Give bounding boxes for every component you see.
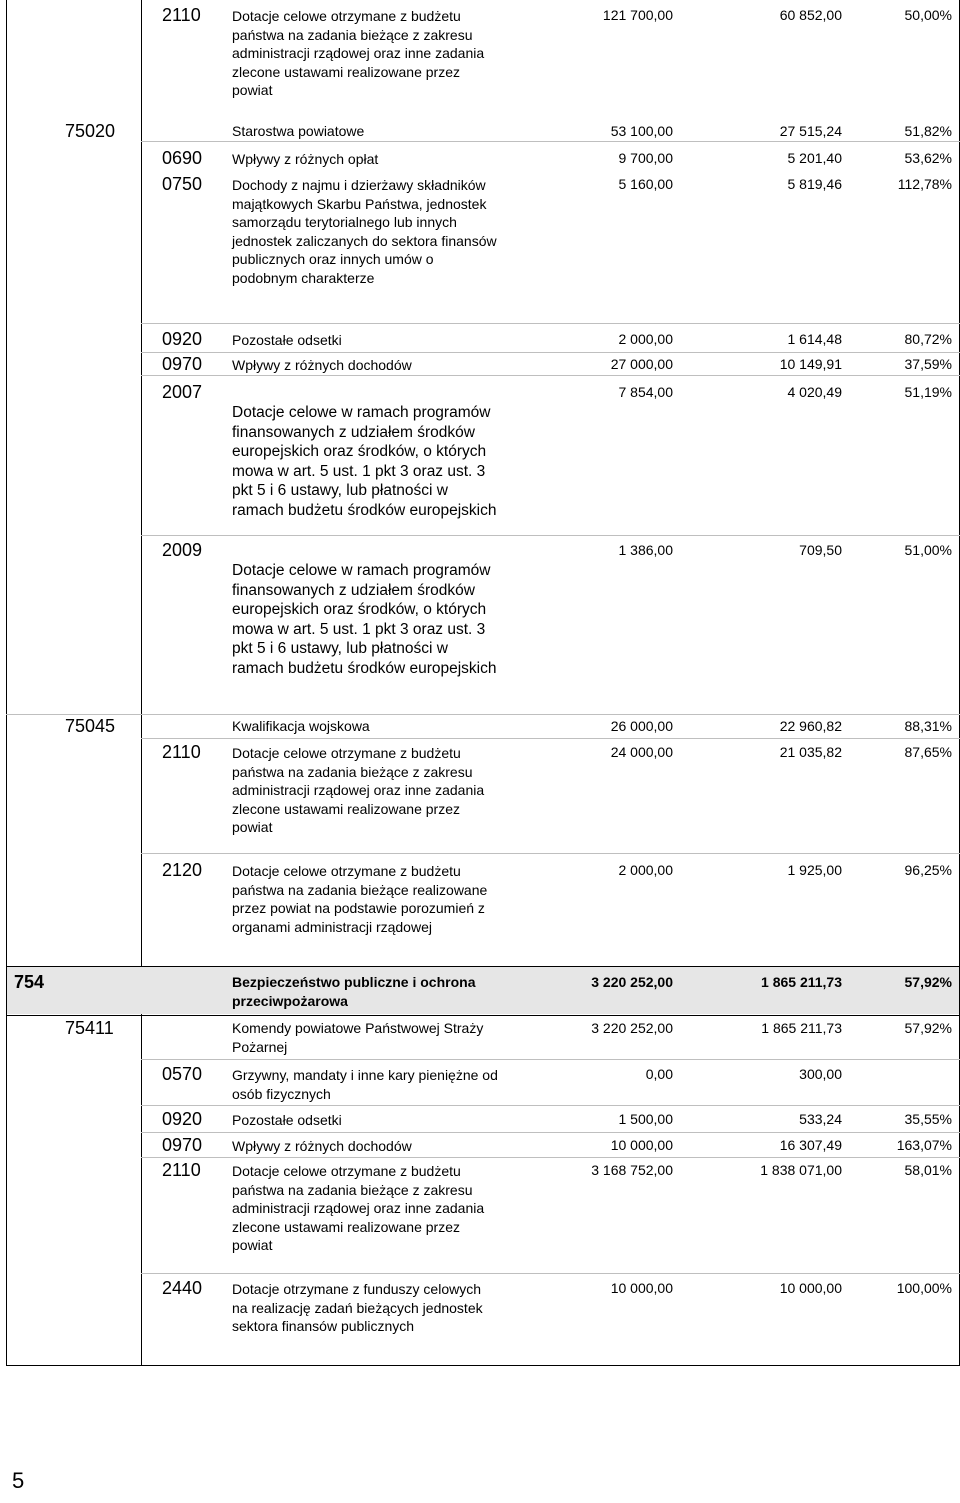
execution-value: 1 838 071,00 [760, 1162, 842, 1178]
execution-value: 300,00 [799, 1066, 842, 1082]
row-description: Dotacje celowe w ramach programów finansowanych z udziałem środków europejskich oraz środków, o których mowa w art. 5 ust. 1 pkt 3 oraz ust. 3 pkt 5 i 6 ustawy, lub płatności w ramach budżetu środków europejskich [232, 404, 497, 519]
plan-value: 121 700,00 [602, 7, 673, 23]
paragraph-code: 0920 [162, 1109, 203, 1129]
execution-value: 1 865 211,73 [761, 1020, 842, 1036]
section-divider [6, 1015, 960, 1016]
plan-value: 24 000,00 [610, 744, 673, 760]
row-description: Dotacje celowe w ramach programów finansowanych z udziałem środków europejskich oraz środków, o których mowa w art. 5 ust. 1 pkt 3 oraz ust. 3 pkt 5 i 6 ustawy, lub płatności w ramach budżetu środków europejskich [232, 562, 497, 677]
paragraph-code: 2110 [162, 742, 201, 762]
plan-value: 3 220 252,00 [591, 974, 673, 990]
paragraph-code: 2440 [162, 1278, 203, 1298]
row-separator [141, 738, 960, 739]
plan-value: 53 100,00 [610, 123, 673, 139]
section-code: 754 [14, 972, 45, 992]
paragraph-code: 2007 [162, 382, 203, 402]
execution-value: 5 201,40 [787, 150, 842, 166]
execution-value: 5 819,46 [787, 176, 842, 192]
row-separator [141, 1059, 960, 1060]
execution-value: 10 149,91 [779, 356, 842, 372]
row-description: Dotacje otrzymane z funduszy celowych na realizację zadań bieżących jednostek sektora finansów publicznych [232, 1281, 483, 1335]
execution-value: 1 925,00 [787, 862, 842, 878]
page-number: 5 [12, 1468, 25, 1493]
execution-value: 60 852,00 [779, 7, 842, 23]
row-description: Dotacje celowe otrzymane z budżetu państwa na zadania bieżące z zakresu administracji rządowej oraz inne zadania zlecone ustawami realizowane przez powiat [232, 1163, 485, 1254]
execution-value: 27 515,24 [779, 123, 842, 139]
paragraph-code: 0750 [162, 174, 203, 194]
row-description: Dotacje celowe otrzymane z budżetu państwa na zadania bieżące realizowane przez powiat na podstawie porozumień z organami administracji rządowej [232, 863, 488, 935]
percent-value: 80,72% [904, 331, 952, 347]
row-separator [141, 1157, 960, 1158]
row-separator [141, 141, 960, 142]
row-description: Dotacje celowe otrzymane z budżetu państwa na zadania bieżące z zakresu administracji rządowej oraz inne zadania zlecone ustawami realizowane przez powiat [232, 8, 485, 99]
percent-value: 50,00% [904, 7, 952, 23]
percent-value: 88,31% [904, 718, 952, 734]
plan-value: 27 000,00 [610, 356, 673, 372]
percent-value: 51,82% [904, 123, 952, 139]
paragraph-code: 2009 [162, 540, 203, 560]
execution-value: 22 960,82 [779, 718, 842, 734]
plan-value: 5 160,00 [618, 176, 673, 192]
column-divider [141, 0, 142, 1365]
percent-value: 53,62% [904, 150, 952, 166]
row-separator [141, 535, 960, 536]
row-separator [141, 375, 960, 376]
execution-value: 709,50 [799, 542, 842, 558]
row-description: Bezpieczeństwo publiczne i ochrona przeciwpożarowa [232, 974, 476, 1009]
chapter-code: 75020 [65, 121, 116, 141]
paragraph-code: 0920 [162, 329, 203, 349]
execution-value: 4 020,49 [787, 384, 842, 400]
percent-value: 163,07% [896, 1137, 952, 1153]
paragraph-code: 0570 [162, 1064, 203, 1084]
percent-value: 35,55% [904, 1111, 952, 1127]
plan-value: 26 000,00 [610, 718, 673, 734]
plan-value: 1 386,00 [618, 542, 673, 558]
plan-value: 10 000,00 [610, 1280, 673, 1296]
percent-value: 100,00% [896, 1280, 952, 1296]
row-separator [141, 352, 960, 353]
percent-value: 96,25% [904, 862, 952, 878]
paragraph-code: 0970 [162, 354, 203, 374]
row-description: Pozostałe odsetki [232, 332, 342, 348]
paragraph-code: 0690 [162, 148, 203, 168]
execution-value: 16 307,49 [779, 1137, 842, 1153]
paragraph-code: 2110 [162, 5, 201, 25]
plan-value: 3 220 252,00 [591, 1020, 673, 1036]
row-description: Grzywny, mandaty i inne kary pieniężne od osób fizycznych [232, 1067, 498, 1102]
row-description: Wpływy z różnych dochodów [232, 1138, 412, 1154]
paragraph-code: 2120 [162, 860, 203, 880]
plan-value: 1 500,00 [618, 1111, 673, 1127]
percent-value: 57,92% [904, 1020, 952, 1036]
row-description: Kwalifikacja wojskowa [232, 718, 370, 734]
execution-value: 10 000,00 [779, 1280, 842, 1296]
plan-value: 2 000,00 [618, 331, 673, 347]
percent-value: 51,19% [904, 384, 952, 400]
row-description: Wpływy z różnych dochodów [232, 357, 412, 373]
execution-value: 1 865 211,73 [761, 974, 842, 990]
row-description: Dochody z najmu i dzierżawy składników majątkowych Skarbu Państwa, jednostek samorządu terytorialnego lub innych jednostek zaliczanych do sektora finansów publicznych oraz innych umów o podobnym charakterze [232, 177, 497, 286]
row-description: Wpływy z różnych opłat [232, 151, 379, 167]
row-description: Starostwa powiatowe [232, 123, 365, 139]
row-separator [141, 1105, 960, 1106]
percent-value: 112,78% [897, 176, 952, 192]
row-separator [141, 1273, 960, 1274]
row-separator [141, 1132, 960, 1133]
row-separator [141, 853, 960, 854]
plan-value: 0,00 [645, 1066, 673, 1082]
execution-value: 21 035,82 [779, 744, 842, 760]
plan-value: 9 700,00 [618, 150, 673, 166]
chapter-code: 75411 [65, 1018, 114, 1038]
plan-value: 2 000,00 [618, 862, 673, 878]
plan-value: 10 000,00 [610, 1137, 673, 1153]
percent-value: 57,92% [904, 974, 952, 990]
execution-value: 1 614,48 [787, 331, 842, 347]
row-separator [141, 323, 960, 324]
table-border-left [6, 0, 7, 1365]
percent-value: 87,65% [904, 744, 952, 760]
row-description: Komendy powiatowe Państwowej Straży Pożarnej [232, 1020, 484, 1055]
percent-value: 37,59% [904, 356, 952, 372]
execution-value: 533,24 [799, 1111, 842, 1127]
percent-value: 51,00% [904, 542, 952, 558]
row-description: Dotacje celowe otrzymane z budżetu państwa na zadania bieżące z zakresu administracji rządowej oraz inne zadania zlecone ustawami realizowane przez powiat [232, 745, 485, 836]
plan-value: 7 854,00 [618, 384, 673, 400]
plan-value: 3 168 752,00 [591, 1162, 673, 1178]
row-description: Pozostałe odsetki [232, 1112, 342, 1128]
chapter-code: 75045 [65, 716, 116, 736]
percent-value: 58,01% [904, 1162, 952, 1178]
paragraph-code: 2110 [162, 1160, 201, 1180]
row-separator [6, 714, 960, 715]
table-bottom-border [6, 1365, 960, 1366]
paragraph-code: 0970 [162, 1135, 203, 1155]
